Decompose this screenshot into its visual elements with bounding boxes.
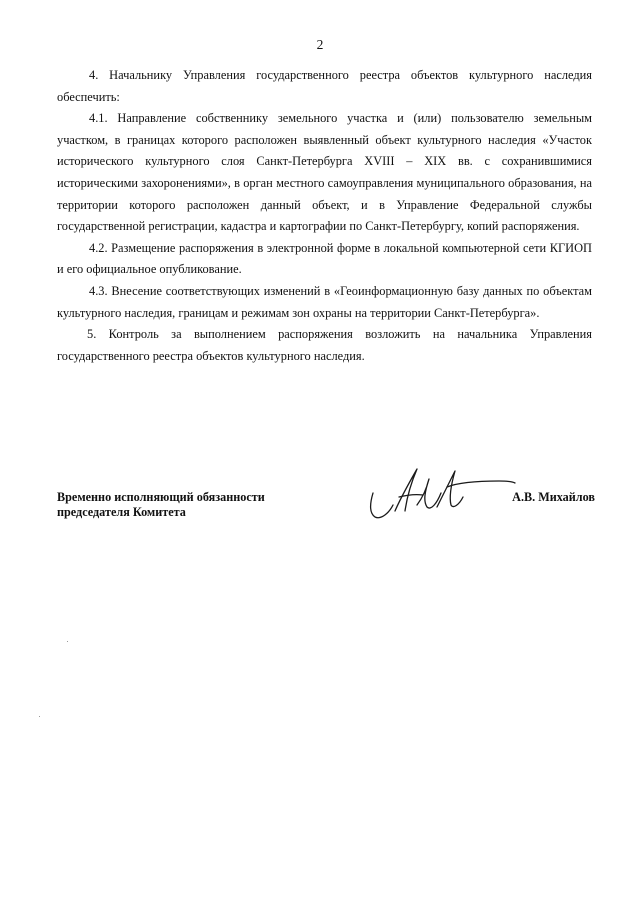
document-body — [57, 65, 592, 367]
signer-title-line1: Временно исполняющий обязанности — [57, 490, 265, 504]
signer-title-line2: председателя Комитета — [57, 505, 186, 519]
paragraph-4-3: 4.3. Внесение соответствующих изменений в «Геоинформационную базу данных по объектам культурного наследия, границам и режимам зон охраны на территории Санкт-Петербурга». — [57, 283, 592, 320]
page-number: 2 — [316, 37, 324, 52]
paragraph-4-1: 4.1. Направление собственнику земельного участка и (или) пользователю земельным участком, в границах которого расположен выявленный объект культурного наследия «Участок исторического культурного слоя Санкт-Петербурга XVIII – XIX вв. с сохранившимися историческими захоронениями», в орган местного самоуправления муниципального образования, на территории которого расположен данный объект, и в Управление Федеральной службы государственной регистрации, кадастра и картографии по Санкт-Петербургу, копий распоряжения. — [57, 111, 592, 234]
scan-speck — [67, 641, 68, 642]
handwritten-signature — [367, 457, 517, 529]
paragraph-4-2: 4.2. Размещение распоряжения в электронной форме в локальной компьютерной сети КГИОП и его официальное опубликование. — [57, 240, 592, 277]
paragraph-5: 5. Контроль за выполнением распоряжения возложить на начальника Управления государственного реестра объектов культурного наследия. — [57, 327, 592, 363]
signer-title — [57, 490, 307, 520]
signer-name: А.В. Михайлов — [512, 490, 595, 504]
paragraph-4: 4. Начальнику Управления государственного реестра объектов культурного наследия обеспечить: — [57, 68, 592, 104]
signature-block — [57, 490, 597, 550]
scan-speck — [39, 716, 40, 717]
